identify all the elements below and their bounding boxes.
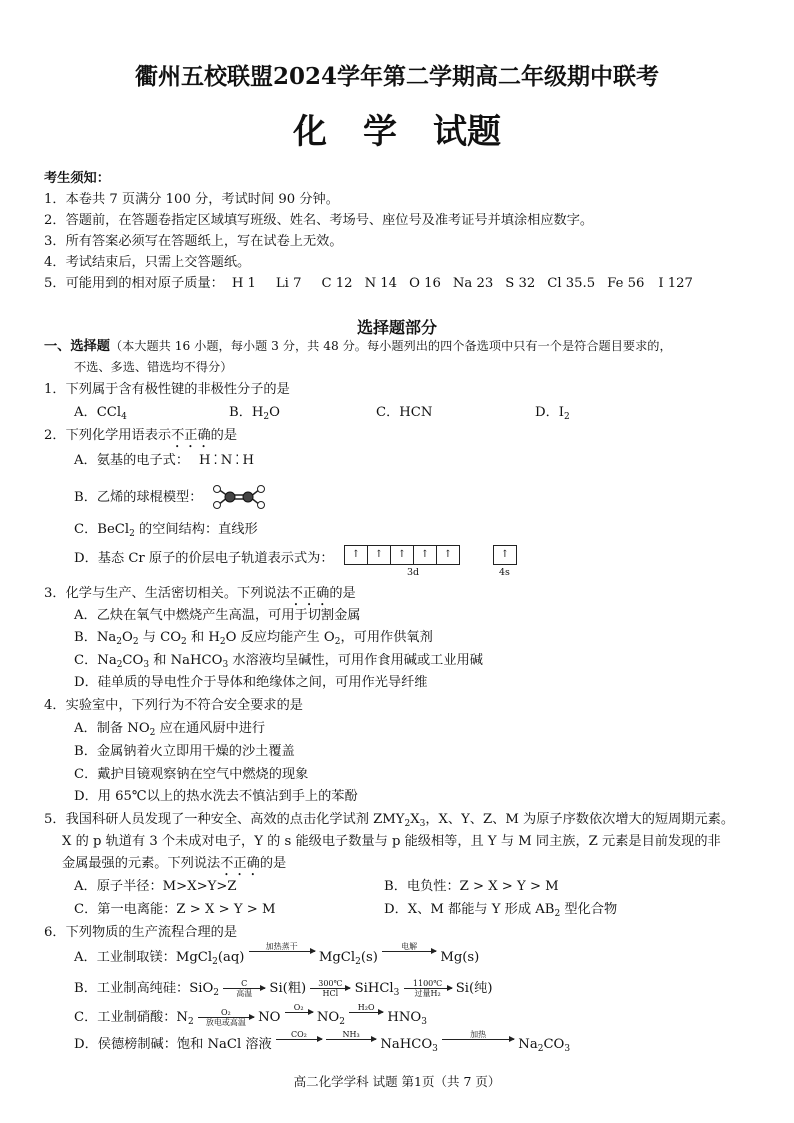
mass-s: S 32 xyxy=(505,276,536,291)
part-instructions xyxy=(44,337,672,356)
q5-line-3: 金属最强的元素。下列说法不正确的是 xyxy=(62,856,287,871)
notice-item-4: 4．考试结束后，只需上交答题纸。 xyxy=(44,255,251,270)
q6-option-d: D．侯德榜制碱：饱和 NaCl 溶液 CO₂ NH₃ NaHCO$_3$ 加热 $Na_2CO_3$ xyxy=(74,1030,571,1054)
arrow-hcl: 300℃ HCl xyxy=(310,979,350,998)
q2-option-a: A．氨基的电子式： H⁚N⁚H xyxy=(74,453,257,468)
q6-stem: 6．下列物质的生产流程合理的是 xyxy=(44,925,238,940)
orbital-3d-2: ↑ xyxy=(368,546,391,564)
exam-title: 衢州五校联盟2024学年第二学期高二年级期中联考 xyxy=(134,63,659,90)
q4-stem: 4．实验室中，下列行为不符合安全要求的是 xyxy=(44,698,303,713)
part-desc-2: 不选、多选、错选均不得分） xyxy=(74,360,233,374)
q2-stem: 2．下列化学用语表示不正确的是 xyxy=(44,428,238,443)
mass-c: C 12 xyxy=(321,276,353,291)
page-footer: 高二化学学科 试题 第1页（共 7 页） xyxy=(293,1074,501,1089)
arrow-oxygen-discharge: O₂ 放电或高温 xyxy=(198,1008,254,1027)
mass-i: I 127 xyxy=(658,276,693,291)
q1-option-c: C．HCN xyxy=(376,405,433,420)
subject-char-1: 化 xyxy=(293,112,327,152)
q4-option-b: B．金属钠着火立即用干燥的沙土覆盖 xyxy=(74,744,295,759)
ethylene-ball-stick-model xyxy=(210,483,268,511)
q4-option-a: A．制备 $NO_2$ 应在通风厨中进行 xyxy=(74,721,266,738)
arrow-electrolysis: 电解 xyxy=(382,942,436,961)
q6-option-c: C．工业制硝酸：$N_2$ O₂ 放电或高温 NO O₂ $NO_2$ H₂O $HNO_3$ xyxy=(74,1003,427,1027)
mass-cl: Cl 35.5 xyxy=(547,276,596,291)
q1-option-d: D．$I_2$ xyxy=(535,405,570,422)
orbital-4s-1: ↑ xyxy=(500,549,510,560)
arrow-nh3: NH₃ xyxy=(326,1030,376,1049)
arrow-hydrogen: 1100℃ 过量H₂ xyxy=(404,979,452,998)
q2-option-b: B．乙烯的球棍模型： xyxy=(74,490,203,505)
label-3d: 3d xyxy=(407,567,420,578)
q3-option-a: A．乙炔在氧气中燃烧产生高温，可用于切割金属 xyxy=(74,608,361,623)
q1-option-a: A．CCl$_4$ xyxy=(74,405,127,422)
arrow-heat-evaporate: 加热蒸干 xyxy=(249,942,315,961)
mass-n: N 14 xyxy=(364,276,398,291)
arrow-co2: CO₂ xyxy=(276,1030,322,1049)
arrow-oxygen: O₂ xyxy=(285,1003,313,1022)
arrow-water: H₂O xyxy=(349,1003,383,1022)
part-desc-1: （本大题共 16 小题，每小题 3 分，共 48 分。每小题列出的四个备选项中只有一个是符合题目要求的， xyxy=(109,339,672,353)
mass-o: O 16 xyxy=(409,276,441,291)
q2-option-d: D．基态 Cr 原子的价层电子轨道表示式为： xyxy=(74,551,334,566)
orbital-3d-5: ↑ xyxy=(443,549,453,560)
q5-option-a: A．原子半径：M>X>Y>Z xyxy=(74,879,237,894)
mass-fe: Fe 56 xyxy=(607,276,645,291)
q4-option-c: C．戴护目镜观察钠在空气中燃烧的现象 xyxy=(74,767,309,782)
amino-electron-formula: H⁚N⁚H xyxy=(199,453,257,468)
q3-option-d: D．硅单质的导电性介于导体和绝缘体之间，可用作光导纤维 xyxy=(74,675,428,690)
q1-stem: 1．下列属于含有极性键的非极性分子的是 xyxy=(44,382,290,397)
subject-char-2: 学 xyxy=(363,112,397,152)
q5-option-d: D．X、M 都能与 Y 形成 $AB_2$ 型化合物 xyxy=(384,902,618,919)
q6-option-a: A．工业制取镁：MgCl$_2$(aq) 加热蒸干 MgCl$_2$(s) 电解 Mg(s) xyxy=(74,942,480,967)
part-label: 一、选择题 xyxy=(44,339,110,354)
orbital-4s xyxy=(493,545,517,565)
orbital-3d-1: ↑ xyxy=(345,546,368,564)
q2-option-c: C．BeCl$_2$ 的空间结构：直线形 xyxy=(74,522,258,539)
mass-h: H 1 xyxy=(231,276,256,291)
q3-option-b: B．$Na_2O_2$ 与 $CO_2$ 和 $H_2O$ 反应均能产生 $O_2$，可用作供氧剂 xyxy=(74,630,433,647)
notice-item-2: 2．答题前，在答题卷指定区域填写班级、姓名、考场号、座位号及准考证号并填涂相应数字。 xyxy=(44,213,594,228)
q5-line-2: X 的 p 轨道有 3 个未成对电子，Y 的 s 能级电子数量与 p 能级相等，且 Y 与 M 同主族，Z 元素是目前发现的非 xyxy=(62,834,721,849)
arrow-carbon: C 高温 xyxy=(223,979,265,998)
orbital-3d xyxy=(344,545,460,565)
label-4s: 4s xyxy=(499,567,510,578)
orbital-3d-3: ↑ xyxy=(391,546,414,564)
q5-line-1: 5．我国科研人员发现了一种安全、高效的点击化学试剂 $ZMY_2X_3$，X、Y、Z、M 为原子序数依次增大的短周期元素。 xyxy=(44,812,735,829)
arrow-heating: 加热 xyxy=(442,1030,514,1049)
notice-item-3: 3．所有答案必须写在答题纸上，写在试卷上无效。 xyxy=(44,234,343,249)
q6-option-b: B．工业制高纯硅：SiO$_2$ C 高温 Si(粗) 300℃ HCl SiHCl$_3$ 1100℃ 过量H₂ Si(纯) xyxy=(74,979,493,998)
q5-option-b: B．电负性：Z > X > Y > M xyxy=(384,879,559,894)
q5-option-c: C．第一电离能：Z > X > Y > M xyxy=(74,902,276,917)
q3-stem: 3．化学与生产、生活密切相关。下列说法不正确的是 xyxy=(44,586,356,601)
subject-char-3: 试题 xyxy=(433,112,501,152)
q4-option-d: D．用 65℃以上的热水洗去不慎沾到手上的苯酚 xyxy=(74,789,358,804)
section-title: 选择题部分 xyxy=(356,318,437,337)
orbital-3d-4: ↑ xyxy=(414,546,437,564)
notice-item-5 xyxy=(44,275,693,293)
q1-option-b: B．$H_2O$ xyxy=(229,405,280,422)
notice-item-1: 1．本卷共 7 页满分 100 分，考试时间 90 分钟。 xyxy=(44,192,339,207)
q3-option-c: C．$Na_2CO_3$ 和 NaHCO$_3$ 水溶液均呈碱性，可用作食用碱或工业用碱 xyxy=(74,653,483,670)
notice-heading: 考生须知： xyxy=(44,171,110,186)
subject-title xyxy=(0,104,794,153)
mass-na: Na 23 xyxy=(452,276,494,291)
mass-li: Li 7 xyxy=(275,276,302,291)
masses-label: 5．可能用到的相对原子质量： xyxy=(44,276,224,291)
